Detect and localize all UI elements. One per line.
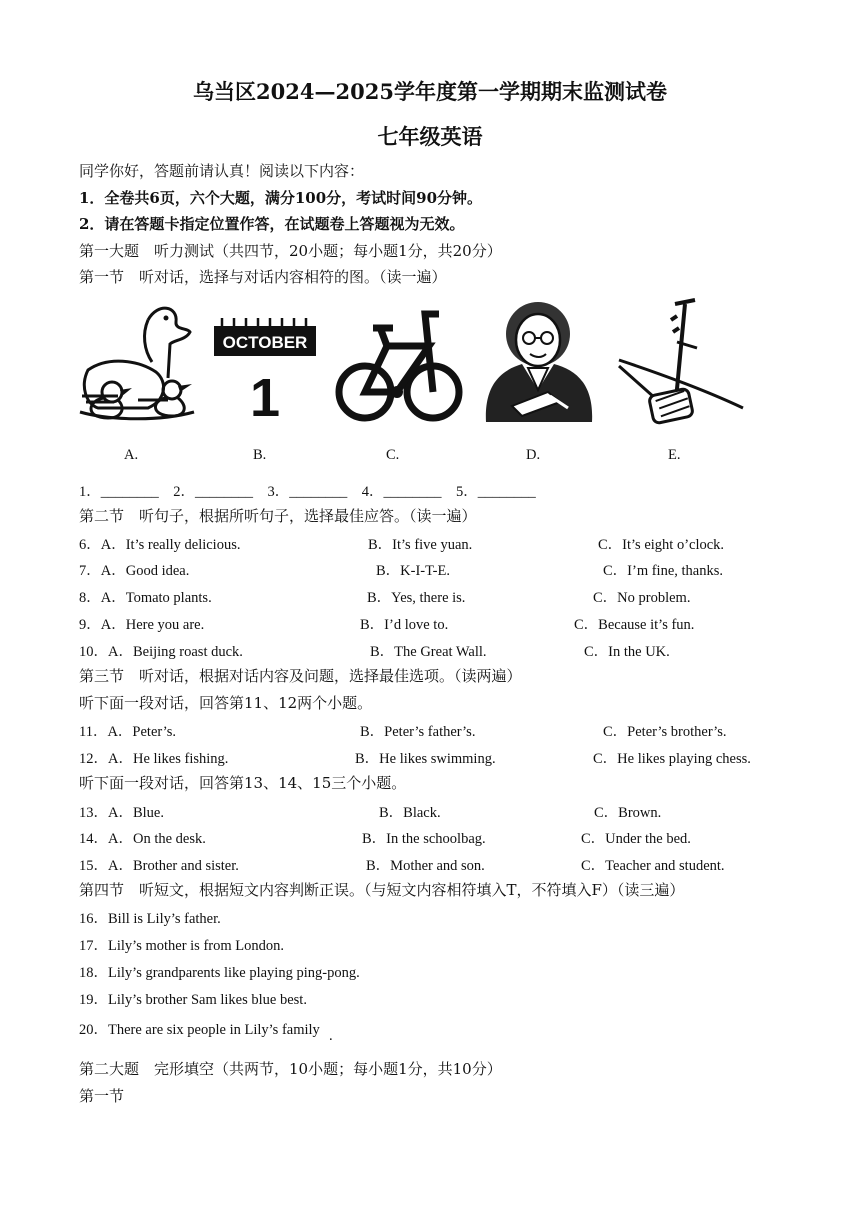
question-6-option-a: 6．A．It’s really delicious. <box>79 537 241 553</box>
question-13-option-c: C．Brown. <box>594 805 662 821</box>
sec1-answer-line: 1．________ 2．________ 3．________ 4．________ 5．________ <box>79 484 536 500</box>
exam-subtitle: 七年级英语 <box>377 124 483 149</box>
question-15-option-a: 15．A．Brother and sister. <box>79 858 239 874</box>
question-11-option-c: C．Peter’s brother’s. <box>603 724 727 740</box>
question-8-option-a: 8．A．Tomato plants. <box>79 590 212 606</box>
question-9-option-c: C．Because it’s fun. <box>574 617 695 633</box>
statement-16: 16．Bill is Lily’s father. <box>79 911 221 927</box>
question-7-option-b: B．K-I-T-E. <box>376 563 450 579</box>
question-11-option-b: B．Peter’s father’s. <box>360 724 476 740</box>
question-14-option-c: C．Under the bed. <box>581 831 691 847</box>
picture-label-e: E. <box>668 447 681 463</box>
question-6-option-c: C．It’s eight o’clock. <box>598 537 725 553</box>
calendar-day: 1 <box>249 368 281 424</box>
picture-label-b: B. <box>253 447 267 463</box>
question-13-option-a: 13．A．Blue. <box>79 805 164 821</box>
question-12-option-a: 12．A．He likes fishing. <box>79 751 229 767</box>
question-10-option-a: 10．A．Beijing roast duck. <box>79 644 243 660</box>
question-8-option-b: B．Yes, there is. <box>367 590 466 606</box>
question-7-option-a: 7．A．Good idea. <box>79 563 190 579</box>
statement-17: 17．Lily’s mother is from London. <box>79 938 284 954</box>
dialog-1-instruction: 听下面一段对话，回答第11、12两个小题。 <box>79 694 373 712</box>
question-8-option-c: C．No problem. <box>593 590 691 606</box>
erhu-picture <box>615 298 745 426</box>
statement-20: 20．There are six people in Lily’s family <box>79 1022 320 1038</box>
question-10-option-b: B．The Great Wall. <box>370 644 487 660</box>
bicycle-picture <box>335 300 463 426</box>
question-13-option-b: B．Black. <box>379 805 441 821</box>
question-15-option-b: B．Mother and son. <box>366 858 485 874</box>
statement-19: 19．Lily’s brother Sam likes blue best. <box>79 992 307 1008</box>
stray-period: . <box>329 1028 333 1044</box>
picture-label-d: D. <box>526 447 541 463</box>
question-11-option-a: 11．A．Peter’s. <box>79 724 177 740</box>
note-2: 2．请在答题卡指定位置作答，在试题卷上答题视为无效。 <box>79 215 465 233</box>
sec2-heading: 第二节 听句子，根据所听句子，选择最佳应答。（读一遍） <box>79 507 477 525</box>
part2-sec1-heading: 第一节 <box>79 1087 125 1105</box>
calendar-month: OCTOBER <box>222 333 308 352</box>
sec1-heading: 第一节 听对话，选择与对话内容相符的图。（读一遍） <box>79 268 447 286</box>
question-10-option-c: C．In the UK. <box>584 644 670 660</box>
question-14-option-a: 14．A．On the desk. <box>79 831 206 847</box>
question-12-option-c: C．He likes playing chess. <box>593 751 751 767</box>
sec4-heading: 第四节 听短文，根据短文内容判断正误。（与短文内容相符填入T，不符填入F）（读三遍） <box>79 881 685 899</box>
ducks-picture <box>78 300 196 425</box>
intro-text: 同学你好，答题前请认真！阅读以下内容： <box>79 162 365 180</box>
calendar-picture <box>212 312 318 424</box>
sec3-heading: 第三节 听对话，根据对话内容及问题，选择最佳选项。（读两遍） <box>79 667 522 685</box>
statement-18: 18．Lily’s grandparents like playing ping-pong. <box>79 965 360 981</box>
picture-label-c: C. <box>386 447 400 463</box>
part1-heading: 第一大题 听力测试（共四节，20小题；每小题1分，共20分） <box>79 242 502 260</box>
dialog-2-instruction: 听下面一段对话，回答第13、14、15三个小题。 <box>79 774 407 792</box>
part2-heading: 第二大题 完形填空（共两节，10小题；每小题1分，共10分） <box>79 1060 502 1078</box>
question-14-option-b: B．In the schoolbag. <box>362 831 486 847</box>
question-12-option-b: B．He likes swimming. <box>355 751 496 767</box>
question-6-option-b: B．It’s five yuan. <box>368 537 473 553</box>
exam-title: 乌当区2024—2025学年度第一学期期末监测试卷 <box>193 79 667 104</box>
picture-label-a: A. <box>124 447 139 463</box>
question-9-option-b: B．I’d love to. <box>360 617 449 633</box>
question-9-option-a: 9．A．Here you are. <box>79 617 205 633</box>
teacher-picture <box>478 298 600 424</box>
question-7-option-c: C．I’m fine, thanks. <box>603 563 724 579</box>
question-15-option-c: C．Teacher and student. <box>581 858 725 874</box>
note-1: 1．全卷共6页，六个大题，满分100分，考试时间90分钟。 <box>79 189 483 207</box>
